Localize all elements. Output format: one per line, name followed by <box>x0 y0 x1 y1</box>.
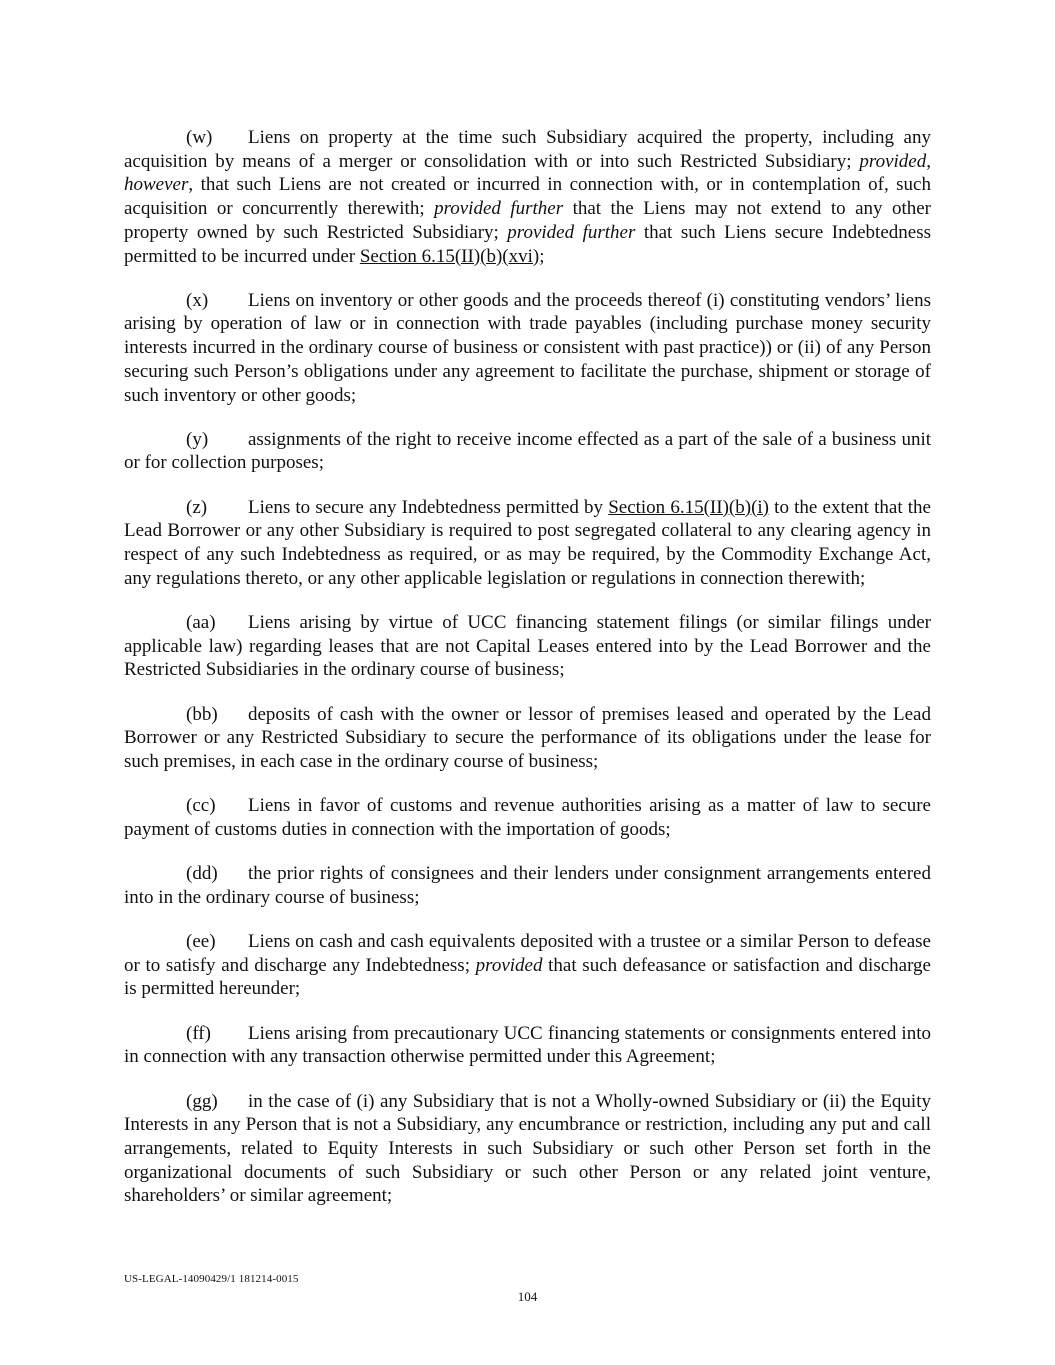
italic-term: provided further <box>507 221 636 243</box>
clause-label: (x) <box>186 289 209 311</box>
clause-gg: (gg) in the case of (i) any Subsidiary that is not a Wholly-owned Subsidiary or (ii) the Equity Interests in any Person that is not a Subsidiary, any encumbrance or restriction, including any put and call arrangements, related to Equity Interests in such Subsidiary or such other Person set forth in the organizational documents of such Subsidiary or such other Person or any related joint venture, shareholders’ or similar agreement; <box>124 1090 931 1207</box>
clause-bb: (bb) deposits of cash with the owner or lessor of premises leased and operated by the Lead Borrower or any Restricted Subsidiary to secure the performance of its obligations under the lease for such premises, in each case in the ordinary course of business; <box>124 703 931 772</box>
clause-label: (cc) <box>186 795 216 817</box>
clause-x: (x) Liens on inventory or other goods and the proceeds thereof (i) constituting vendors’ liens arising by operation of law or in connection with trade payables (including purchase money security interests incurred in the ordinary course of business or consistent with past practice)) or (ii) of any Person securing such Person’s obligations under any agreement to facilitate the purchase, shipment or storage of such inventory or other goods; <box>124 289 931 406</box>
clause-label: (aa) <box>186 611 216 633</box>
clause-label: (gg) <box>186 1090 218 1112</box>
clause-label: (w) <box>186 127 213 148</box>
section-reference: Section 6.15(II)(b)(i) <box>608 496 769 518</box>
page-number: 104 <box>517 1289 538 1304</box>
italic-term: however <box>124 174 189 196</box>
clause-w: (w) Liens on property at the time such Subsidiary acquired the property, including any acquisition by means of a merger or consolidation with or into such Restricted Subsidiary; provided, however, that such Liens are not created or incurred in connection with, or in contemplation of, such acquisition or concurrently therewith; provided further that the Liens may not extend to any other property owned by such Restricted Subsidiary; provided further that such Liens secure Indebtedness permitted to be incurred under Section 6.15(II)(b)(xvi); <box>124 127 931 267</box>
footer-document-id: US-LEGAL-14090429/1 181214-0015 <box>124 1273 299 1285</box>
clause-label: (ee) <box>186 930 216 952</box>
italic-term: provided <box>859 150 927 172</box>
italic-term: provided <box>475 954 543 976</box>
clause-y: (y) assignments of the right to receive income effected as a part of the sale of a business unit or for collection purposes; <box>124 428 931 474</box>
clause-z: (z) Liens to secure any Indebtedness permitted by Section 6.15(II)(b)(i) to the extent that the Lead Borrower or any other Subsidiary is required to post segregated collateral to any clearing agency in respect of any such Indebtedness as required, or as may be required, by the Commodity Exchange Act, any regulations thereto, or any other applicable legislation or regulations in connection therewith; <box>124 496 931 589</box>
document-body <box>124 126 931 1229</box>
clause-ee: (ee) Liens on cash and cash equivalents deposited with a trustee or a similar Person to defease or to satisfy and discharge any Indebtedness; provided that such defeasance or satisfaction and discharge is permitted hereunder; <box>124 930 931 1000</box>
clause-dd: (dd) the prior rights of consignees and their lenders under consignment arrangements entered into in the ordinary course of business; <box>124 863 931 908</box>
italic-term: provided further <box>434 198 564 220</box>
section-reference: Section 6.15(II)(b)(xvi) <box>359 245 540 267</box>
clause-aa: (aa) Liens arising by virtue of UCC financing statement filings (or similar filings under applicable law) regarding leases that are not Capital Leases entered into by the Lead Borrower and the Restricted Subsidiaries in the ordinary course of business; <box>124 611 931 681</box>
clause-cc: (cc) Liens in favor of customs and revenue authorities arising as a matter of law to secure payment of customs duties in connection with the importation of goods; <box>124 795 931 840</box>
clause-label: (ff) <box>186 1022 211 1044</box>
clause-label: (z) <box>186 496 208 518</box>
clause-label: (bb) <box>186 703 218 725</box>
clause-label: (dd) <box>186 863 218 885</box>
clause-label: (y) <box>186 428 209 450</box>
clause-ff: (ff) Liens arising from precautionary UCC financing statements or consignments entered into in connection with any transaction otherwise permitted under this Agreement; <box>124 1022 931 1068</box>
